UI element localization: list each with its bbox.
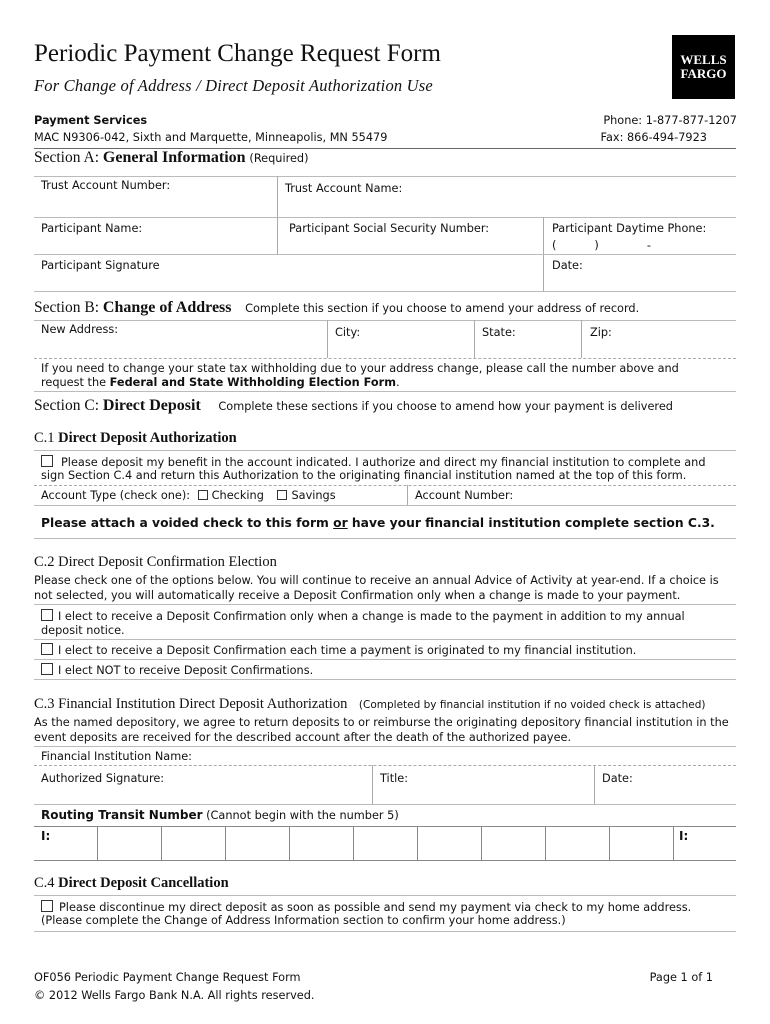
form-subtitle: For Change of Address / Direct Deposit Authorization Use bbox=[34, 76, 433, 95]
divider bbox=[34, 931, 736, 932]
c4-cancel-line-1 bbox=[41, 900, 691, 914]
c3-text-line-2: event deposits are received for the described account after the death of the authorized payee. bbox=[34, 731, 572, 744]
zip-field[interactable] bbox=[582, 340, 736, 357]
routing-heading bbox=[41, 808, 399, 822]
section-b-prefix: Section B: bbox=[34, 299, 103, 316]
c1-title: Direct Deposit Authorization bbox=[58, 430, 237, 446]
c3-date-field[interactable] bbox=[595, 786, 735, 803]
c1-authorize-text: Please deposit my benefit in the account indicated. I authorize and direct my financial institution to complete and bbox=[61, 456, 706, 469]
routing-digit-4[interactable] bbox=[289, 827, 354, 860]
c2-intro-line-2: not selected, you will automatically receive a Deposit Confirmation only when a change is made to your payment. bbox=[34, 589, 681, 602]
divider bbox=[34, 538, 736, 539]
title-label: Title: bbox=[380, 772, 409, 785]
divider bbox=[34, 320, 736, 321]
c2-option-3-checkbox[interactable] bbox=[41, 663, 53, 675]
attach-text-1: Please attach a voided check to this form bbox=[41, 516, 334, 530]
checking-label: Checking bbox=[211, 489, 264, 502]
logo-line-2: FARGO bbox=[680, 66, 727, 81]
divider bbox=[34, 746, 736, 747]
page-number: Page 1 of 1 bbox=[649, 971, 713, 984]
divider bbox=[34, 895, 736, 896]
tax-note-line-1: If you need to change your state tax withholding due to your address change, please call the number above and bbox=[41, 362, 679, 375]
c2-intro-line-1: Please check one of the options below. You will continue to receive an annual Advice of Activity at year-end. If a choice is bbox=[34, 574, 719, 587]
section-c-heading bbox=[34, 397, 673, 415]
city-field[interactable] bbox=[328, 340, 473, 357]
divider bbox=[407, 485, 408, 505]
c2-option-1-line-2: deposit notice. bbox=[41, 624, 125, 637]
withholding-form-name: Federal and State Withholding Election Form bbox=[109, 376, 396, 389]
c1-authorize-line-1 bbox=[41, 455, 706, 469]
routing-left-marker: I: bbox=[41, 829, 51, 843]
c4-number: C.4 bbox=[34, 875, 59, 891]
participant-ssn-field[interactable] bbox=[278, 236, 542, 252]
participant-phone-label: Participant Daytime Phone: bbox=[552, 222, 707, 235]
routing-digit-8[interactable] bbox=[545, 827, 610, 860]
title-field[interactable] bbox=[373, 786, 593, 803]
trust-account-name-label: Trust Account Name: bbox=[285, 182, 403, 195]
c2-option-1 bbox=[41, 609, 685, 623]
c4-cancel-text: Please discontinue my direct deposit as soon as possible and send my payment via check to my home address. bbox=[59, 901, 692, 914]
participant-name-field[interactable] bbox=[34, 236, 276, 252]
divider bbox=[543, 254, 736, 255]
section-c-prefix: Section C: bbox=[34, 397, 103, 414]
authorized-signature-label: Authorized Signature: bbox=[41, 772, 165, 785]
routing-title: Routing Transit Number bbox=[41, 808, 203, 822]
phone-paren-open: ( bbox=[552, 239, 557, 252]
section-a-heading bbox=[34, 149, 309, 167]
section-a-note: (Required) bbox=[249, 152, 309, 165]
participant-signature-field[interactable] bbox=[34, 273, 542, 290]
divider bbox=[34, 659, 736, 660]
divider bbox=[34, 604, 736, 605]
routing-digit-9[interactable] bbox=[609, 827, 674, 860]
divider bbox=[34, 860, 736, 861]
c2-option-2-checkbox[interactable] bbox=[41, 643, 53, 655]
trust-account-number-field[interactable] bbox=[34, 192, 276, 216]
attach-text-2: have your financial institution complete section C.3. bbox=[347, 516, 715, 530]
tax-note-text: request the bbox=[41, 376, 110, 389]
trust-account-name-field[interactable] bbox=[278, 196, 736, 216]
c4-cancel-line-2: (Please complete the Change of Address Information section to confirm your home address.) bbox=[41, 914, 566, 927]
c2-heading: C.2 Direct Deposit Confirmation Election bbox=[34, 554, 277, 570]
c3-text-line-1: As the named depository, we agree to return deposits to or reimburse the originating depository financial institution in the bbox=[34, 716, 729, 729]
savings-label: Savings bbox=[291, 489, 336, 502]
divider bbox=[34, 291, 736, 292]
section-a-prefix: Section A: bbox=[34, 149, 103, 166]
section-b-title: Change of Address bbox=[102, 299, 232, 316]
routing-digit-3[interactable] bbox=[225, 827, 290, 860]
phone-dash: - bbox=[646, 239, 651, 252]
routing-digit-6[interactable] bbox=[417, 827, 482, 860]
c2-option-1-checkbox[interactable] bbox=[41, 609, 53, 621]
divider bbox=[34, 254, 543, 255]
c4-heading bbox=[34, 875, 229, 892]
city-label: City: bbox=[335, 326, 361, 339]
new-address-field[interactable] bbox=[34, 337, 326, 357]
c2-option-2-text: I elect to receive a Deposit Confirmation each time a payment is originated to my financial institution. bbox=[58, 644, 637, 657]
c1-number: C.1 bbox=[34, 430, 59, 446]
c1-authorize-line-2: sign Section C.4 and return this Authorization to the originating financial institution named at the top of this form. bbox=[41, 469, 687, 482]
savings-checkbox[interactable] bbox=[277, 490, 287, 500]
c4-title: Direct Deposit Cancellation bbox=[58, 875, 229, 891]
state-label: State: bbox=[482, 326, 516, 339]
mailing-address: MAC N9306-042, Sixth and Marquette, Minneapolis, MN 55479 bbox=[34, 131, 388, 144]
participant-name-label: Participant Name: bbox=[41, 222, 143, 235]
c4-cancel-checkbox[interactable] bbox=[41, 900, 53, 912]
divider bbox=[34, 765, 736, 766]
zip-label: Zip: bbox=[590, 326, 612, 339]
section-c-note: Complete these sections if you choose to amend how your payment is delivered bbox=[218, 400, 673, 413]
form-title: Periodic Payment Change Request Form bbox=[34, 40, 441, 67]
c3-heading bbox=[34, 696, 705, 713]
copyright: © 2012 Wells Fargo Bank N.A. All rights reserved. bbox=[34, 989, 315, 1002]
divider bbox=[34, 176, 736, 177]
phone-paren-close: ) bbox=[594, 239, 599, 252]
fax-number: Fax: 866-494-7923 bbox=[600, 131, 707, 144]
date-field[interactable] bbox=[544, 273, 736, 290]
account-number-field[interactable] bbox=[515, 487, 735, 504]
divider bbox=[34, 358, 736, 359]
tax-note-line-2 bbox=[41, 376, 400, 389]
new-address-label: New Address: bbox=[41, 323, 119, 336]
divider bbox=[34, 485, 736, 486]
phone-number: Phone: 1-877-877-1207 bbox=[603, 114, 737, 127]
participant-ssn-label: Participant Social Security Number: bbox=[289, 222, 490, 235]
routing-digit-1[interactable] bbox=[97, 827, 162, 860]
divider bbox=[34, 639, 736, 640]
section-b-heading bbox=[34, 299, 639, 317]
c3-date-label: Date: bbox=[602, 772, 633, 785]
participant-signature-label: Participant Signature bbox=[41, 259, 160, 272]
section-b-note: Complete this section if you choose to amend your address of record. bbox=[245, 302, 640, 315]
routing-digit-7[interactable] bbox=[481, 827, 546, 860]
section-a-title: General Information bbox=[102, 149, 246, 166]
state-field[interactable] bbox=[475, 340, 580, 357]
divider bbox=[34, 505, 736, 506]
section-c-title: Direct Deposit bbox=[102, 397, 201, 414]
checking-checkbox[interactable] bbox=[198, 490, 208, 500]
authorized-signature-field[interactable] bbox=[34, 786, 370, 803]
attach-check-notice bbox=[41, 516, 715, 530]
participant-phone-field[interactable] bbox=[552, 239, 651, 252]
c2-option-3 bbox=[41, 663, 313, 677]
financial-institution-name-field[interactable] bbox=[200, 748, 735, 764]
c3-title: C.3 Financial Institution Direct Deposit Authorization bbox=[34, 696, 348, 712]
trust-account-number-label: Trust Account Number: bbox=[41, 179, 171, 192]
tax-note-period: . bbox=[395, 376, 400, 389]
c2-option-3-text: I elect NOT to receive Deposit Confirmations. bbox=[58, 664, 314, 677]
divider bbox=[34, 391, 736, 392]
c1-heading bbox=[34, 430, 237, 447]
divider bbox=[34, 217, 736, 218]
account-number-label: Account Number: bbox=[415, 489, 514, 502]
account-type-row bbox=[41, 489, 336, 502]
divider bbox=[34, 804, 736, 805]
divider bbox=[34, 450, 736, 451]
routing-digit-5[interactable] bbox=[353, 827, 418, 860]
c1-authorize-checkbox[interactable] bbox=[41, 455, 53, 467]
c2-option-1-text: I elect to receive a Deposit Confirmation only when a change is made to the payment in addition to my annual bbox=[58, 610, 685, 623]
account-type-label: Account Type (check one): bbox=[41, 489, 191, 502]
routing-right-marker: I: bbox=[679, 829, 689, 843]
financial-institution-name-label: Financial Institution Name: bbox=[41, 750, 192, 763]
routing-digit-2[interactable] bbox=[161, 827, 226, 860]
logo-line-1: WELLS bbox=[680, 52, 727, 67]
attach-or: or bbox=[333, 516, 348, 530]
routing-note: (Cannot begin with the number 5) bbox=[202, 809, 399, 822]
department-name: Payment Services bbox=[34, 114, 148, 127]
date-label: Date: bbox=[552, 259, 583, 272]
form-id: OF056 Periodic Payment Change Request Form bbox=[34, 971, 301, 984]
c2-option-2 bbox=[41, 643, 636, 657]
wells-fargo-logo bbox=[672, 35, 735, 99]
divider bbox=[34, 679, 736, 680]
c3-note: (Completed by financial institution if no voided check is attached) bbox=[358, 699, 706, 711]
